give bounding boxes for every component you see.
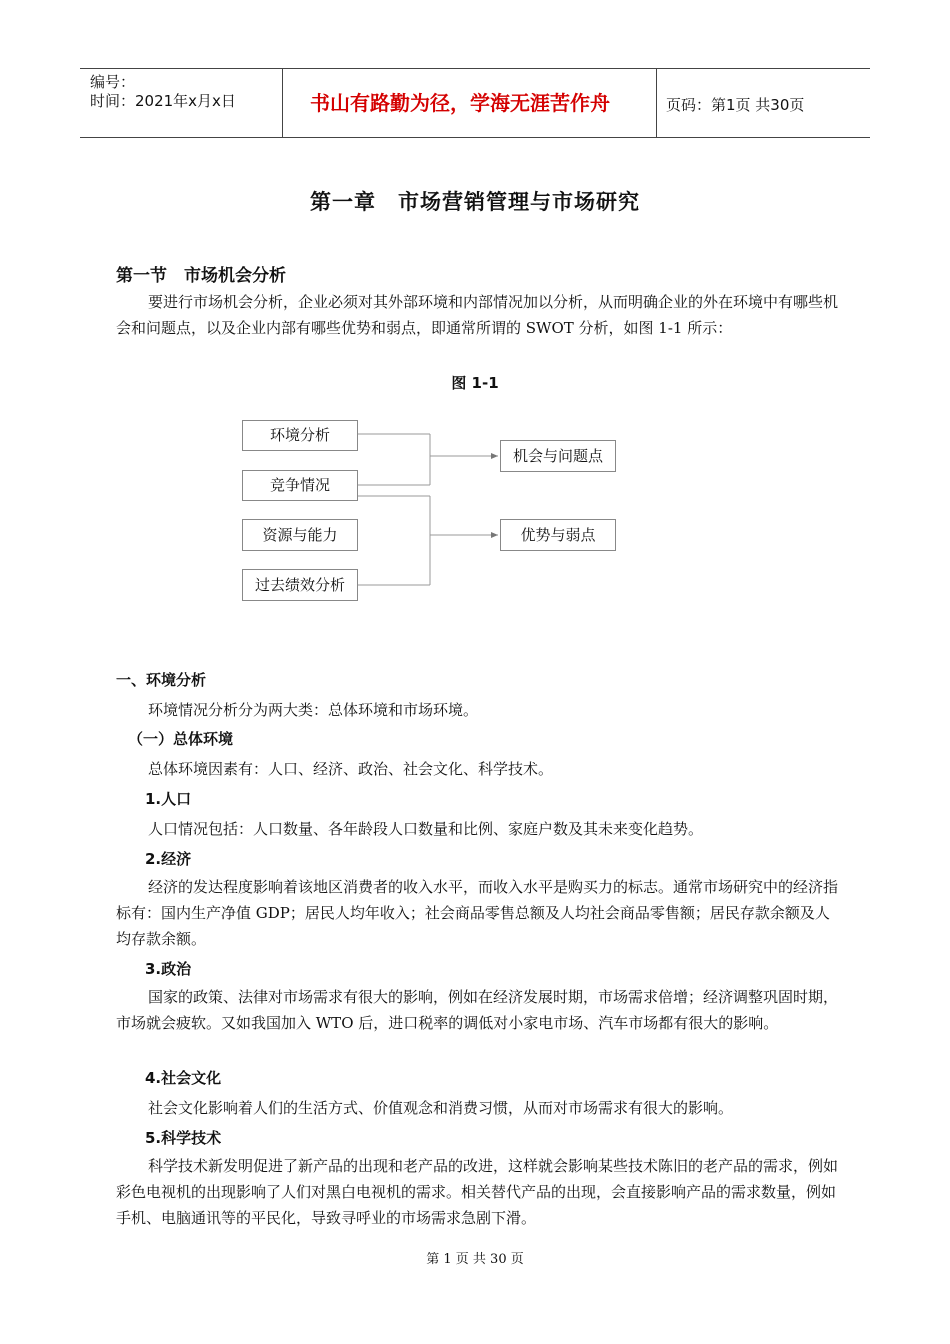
heading-population: 1.人口 [145,790,192,808]
diagram-box-strengths: 优势与弱点 [500,519,616,551]
diagram-box-competition: 竞争情况 [242,470,358,501]
swot-diagram-connectors [0,0,950,640]
heading-social-culture: 4.社会文化 [145,1069,222,1087]
header-page-info: 页码：第1页 共30页 [666,96,805,114]
science-technology-paragraph: 科学技术新发明促进了新产品的出现和老产品的改进，这样就会影响某些技术陈旧的老产品的需求，例如彩色电视机的出现影响了人们对黑白电视机的需求。相关替代产品的出现，会直接影响产品的需求数量，例如手机、电脑通讯等的平民化，导致寻呼业的市场需求急剧下滑。 [116,1157,839,1227]
document-time-label: 时间：2021年x月x日 [90,92,236,110]
header-motto: 书山有路勤为径，学海无涯苦作舟 [310,91,610,115]
heading-environment-analysis: 一、环境分析 [116,671,207,689]
heading-science-technology: 5.科学技术 [145,1129,222,1147]
intro-paragraph: 要进行市场机会分析，企业必须对其外部环境和内部情况加以分析，从而明确企业的外在环境中有哪些机会和问题点，以及企业内部有哪些优势和弱点，即通常所谓的 SWOT 分析，如图 1-1 所示： [116,293,839,337]
diagram-box-opportunities: 机会与问题点 [500,440,616,472]
general-environment-text: 总体环境因素有：人口、经济、政治、社会文化、科学技术。 [148,760,554,778]
diagram-box-environment: 环境分析 [242,420,358,451]
heading-economy: 2.经济 [145,850,192,868]
figure-title: 图 1-1 [451,374,499,392]
social-culture-text: 社会文化影响着人们的生活方式、价值观念和消费习惯，从而对市场需求有很大的影响。 [148,1099,734,1117]
diagram-box-resources: 资源与能力 [242,519,358,551]
heading-politics: 3.政治 [145,960,192,978]
document-number-label: 编号： [90,73,136,91]
chapter-title: 第一章 市场营销管理与市场研究 [310,190,640,214]
page-footer: 第 1 页 共 30 页 [426,1252,524,1267]
heading-general-environment: （一）总体环境 [128,730,234,748]
politics-paragraph: 国家的政策、法律对市场需求有很大的影响，例如在经济发展时期，市场需求倍增；经济调整巩固时期，市场就会疲软。又如我国加入 WTO 后，进口税率的调低对小家电市场、汽车市场都有很大的影响。 [116,988,839,1032]
diagram-box-past-performance: 过去绩效分析 [242,569,358,601]
population-text: 人口情况包括：人口数量、各年龄段人口数量和比例、家庭户数及其未来变化趋势。 [148,820,704,838]
environment-text: 环境情况分析分为两大类：总体环境和市场环境。 [148,701,479,719]
economy-paragraph: 经济的发达程度影响着该地区消费者的收入水平，而收入水平是购买力的标志。通常市场研究中的经济指标有：国内生产净值 GDP；居民人均年收入；社会商品零售总额及人均社会商品零售额；居民存款余额及人均存款余额。 [116,878,839,948]
section-title: 第一节 市场机会分析 [116,266,286,286]
